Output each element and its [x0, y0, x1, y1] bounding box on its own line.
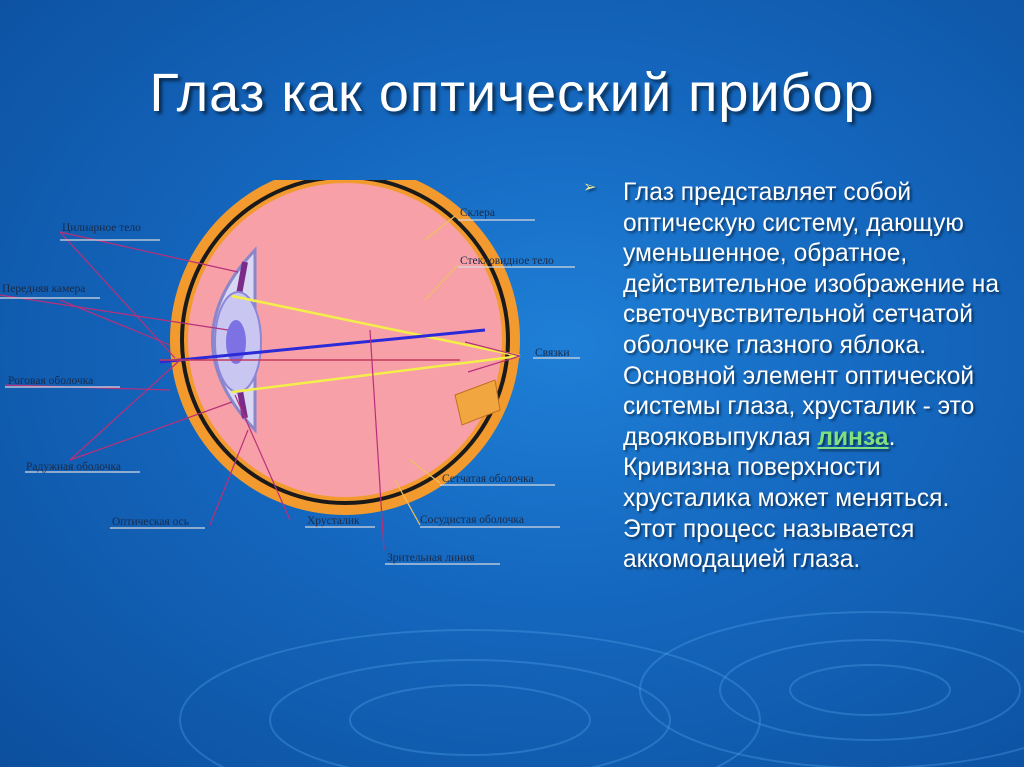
label-iris: Радужная оболочка [26, 461, 122, 473]
description-paragraph [623, 178, 1008, 576]
label-ligaments: Связки [535, 347, 570, 359]
label-anterior-chamber: Передняя камера [2, 283, 86, 295]
label-retina: Сетчатая оболочка [442, 473, 534, 485]
label-vitreous-body: Стекловидное тело [460, 255, 554, 267]
label-lens: Хрусталик [307, 515, 360, 527]
description-text-start: Глаз представляет собой оптическую систему, дающую уменьшенное, обратное, действительное изображение на светочувствительной сетчатой оболочке глазного яблока. Основной элемент оптической системы глаза, хрусталик - это двояковыпуклая [623, 179, 999, 451]
lens-highlight [226, 320, 246, 364]
body-text [583, 178, 1008, 576]
label-ciliary-body: Цилиарное тело [62, 222, 141, 234]
label-optical-axis: Оптическая ось [112, 516, 189, 528]
label-choroid: Сосудистая оболочка [420, 514, 524, 526]
lens-link[interactable]: линза [817, 423, 889, 451]
label-sclera: Склера [460, 207, 495, 219]
label-visual-line: Зрительная линия [387, 552, 475, 564]
description-text-end: . Кривизна поверхности хрусталика может меняться. Этот процесс называется аккомодацией глаза. [623, 423, 950, 574]
slide-title: Глаз как оптический прибор [149, 63, 875, 123]
label-cornea: Роговая оболочка [8, 375, 94, 387]
bullet-arrow-icon: ➢ [583, 179, 597, 196]
eye-diagram [0, 180, 600, 580]
